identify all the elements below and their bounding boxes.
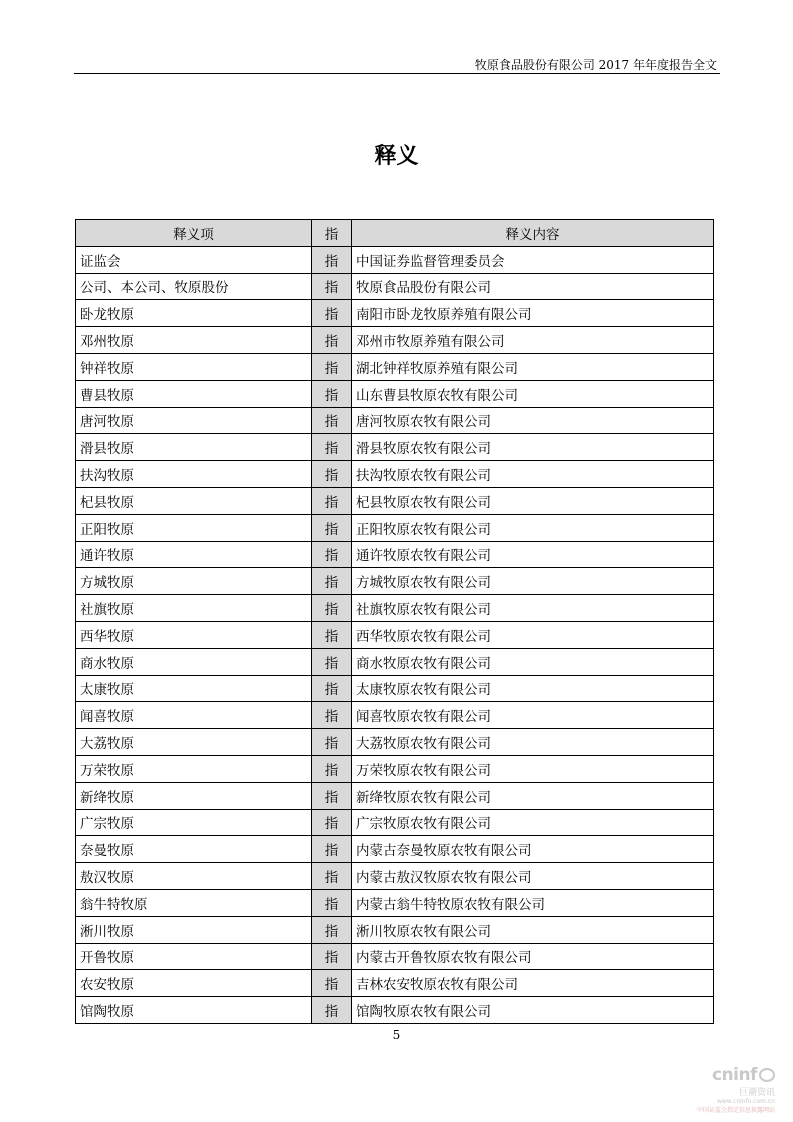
term-cell: 翁牛特牧原 xyxy=(76,889,312,916)
definition-cell: 唐河牧原农牧有限公司 xyxy=(352,407,714,434)
indicator-cell: 指 xyxy=(312,380,352,407)
term-cell: 商水牧原 xyxy=(76,648,312,675)
indicator-cell: 指 xyxy=(312,514,352,541)
term-cell: 西华牧原 xyxy=(76,621,312,648)
definition-cell: 吉林农安牧原农牧有限公司 xyxy=(352,970,714,997)
definition-cell: 牧原食品股份有限公司 xyxy=(352,273,714,300)
term-cell: 钟祥牧原 xyxy=(76,353,312,380)
term-cell: 馆陶牧原 xyxy=(76,997,312,1024)
term-cell: 曹县牧原 xyxy=(76,380,312,407)
definition-cell: 方城牧原农牧有限公司 xyxy=(352,568,714,595)
table-row xyxy=(76,782,714,809)
header-definition: 释义内容 xyxy=(352,220,714,247)
term-cell: 新绛牧原 xyxy=(76,782,312,809)
term-cell: 敖汉牧原 xyxy=(76,863,312,890)
table-row xyxy=(76,943,714,970)
definition-cell: 扶沟牧原农牧有限公司 xyxy=(352,461,714,488)
indicator-cell: 指 xyxy=(312,300,352,327)
indicator-cell: 指 xyxy=(312,353,352,380)
term-cell: 扶沟牧原 xyxy=(76,461,312,488)
definition-cell: 内蒙古敖汉牧原农牧有限公司 xyxy=(352,863,714,890)
watermark-subtitle: 中国证监会指定信息披露网站 xyxy=(696,1107,775,1114)
indicator-cell: 指 xyxy=(312,487,352,514)
term-cell: 邓州牧原 xyxy=(76,327,312,354)
definition-cell: 西华牧原农牧有限公司 xyxy=(352,621,714,648)
table-row xyxy=(76,568,714,595)
table-row xyxy=(76,353,714,380)
indicator-cell: 指 xyxy=(312,568,352,595)
table-row xyxy=(76,407,714,434)
indicator-cell: 指 xyxy=(312,541,352,568)
definition-cell: 大荔牧原农牧有限公司 xyxy=(352,729,714,756)
term-cell: 社旗牧原 xyxy=(76,595,312,622)
table-row xyxy=(76,916,714,943)
definition-cell: 太康牧原农牧有限公司 xyxy=(352,675,714,702)
indicator-cell: 指 xyxy=(312,809,352,836)
term-cell: 正阳牧原 xyxy=(76,514,312,541)
definition-cell: 山东曹县牧原农牧有限公司 xyxy=(352,380,714,407)
table-row xyxy=(76,702,714,729)
header-term: 释义项 xyxy=(76,220,312,247)
term-cell: 滑县牧原 xyxy=(76,434,312,461)
running-header: 牧原食品股份有限公司 2017 年年度报告全文 xyxy=(474,58,717,72)
definition-cell: 社旗牧原农牧有限公司 xyxy=(352,595,714,622)
definition-cell: 滑县牧原农牧有限公司 xyxy=(352,434,714,461)
table-row xyxy=(76,729,714,756)
term-cell: 唐河牧原 xyxy=(76,407,312,434)
definition-cell: 湖北钟祥牧原养殖有限公司 xyxy=(352,353,714,380)
page-title: 释义 xyxy=(374,144,419,169)
indicator-cell: 指 xyxy=(312,836,352,863)
watermark-url: www.cninfo.com.cn xyxy=(716,1098,775,1105)
table-row xyxy=(76,487,714,514)
table-header-row xyxy=(76,220,714,247)
definition-cell: 商水牧原农牧有限公司 xyxy=(352,648,714,675)
table-row xyxy=(76,675,714,702)
term-cell: 通许牧原 xyxy=(76,541,312,568)
table-row xyxy=(76,300,714,327)
table-row xyxy=(76,595,714,622)
swirl-icon xyxy=(759,1068,775,1082)
table-row xyxy=(76,889,714,916)
header-indicator: 指 xyxy=(312,220,352,247)
definitions-table xyxy=(75,219,714,1024)
watermark-logo: cninf xyxy=(683,1065,775,1085)
definition-cell: 万荣牧原农牧有限公司 xyxy=(352,755,714,782)
table-row xyxy=(76,541,714,568)
watermark-cn: 巨潮资讯 xyxy=(738,1088,775,1098)
table-row xyxy=(76,246,714,273)
term-cell: 方城牧原 xyxy=(76,568,312,595)
term-cell: 广宗牧原 xyxy=(76,809,312,836)
table-row xyxy=(76,434,714,461)
term-cell: 淅川牧原 xyxy=(76,916,312,943)
indicator-cell: 指 xyxy=(312,970,352,997)
definition-cell: 杞县牧原农牧有限公司 xyxy=(352,487,714,514)
table-row xyxy=(76,648,714,675)
indicator-cell: 指 xyxy=(312,782,352,809)
indicator-cell: 指 xyxy=(312,755,352,782)
indicator-cell: 指 xyxy=(312,648,352,675)
indicator-cell: 指 xyxy=(312,273,352,300)
definition-cell: 内蒙古奈曼牧原农牧有限公司 xyxy=(352,836,714,863)
indicator-cell: 指 xyxy=(312,621,352,648)
term-cell: 农安牧原 xyxy=(76,970,312,997)
term-cell: 大荔牧原 xyxy=(76,729,312,756)
table-row xyxy=(76,461,714,488)
term-cell: 开鲁牧原 xyxy=(76,943,312,970)
indicator-cell: 指 xyxy=(312,729,352,756)
definition-cell: 中国证券监督管理委员会 xyxy=(352,246,714,273)
indicator-cell: 指 xyxy=(312,863,352,890)
definition-cell: 广宗牧原农牧有限公司 xyxy=(352,809,714,836)
indicator-cell: 指 xyxy=(312,461,352,488)
definition-cell: 新绛牧原农牧有限公司 xyxy=(352,782,714,809)
term-cell: 奈曼牧原 xyxy=(76,836,312,863)
indicator-cell: 指 xyxy=(312,943,352,970)
term-cell: 杞县牧原 xyxy=(76,487,312,514)
term-cell: 太康牧原 xyxy=(76,675,312,702)
definition-cell: 邓州市牧原养殖有限公司 xyxy=(352,327,714,354)
definition-cell: 馆陶牧原农牧有限公司 xyxy=(352,997,714,1024)
table-row xyxy=(76,809,714,836)
definition-cell: 淅川牧原农牧有限公司 xyxy=(352,916,714,943)
table-row xyxy=(76,621,714,648)
table-row xyxy=(76,380,714,407)
definition-cell: 内蒙古翁牛特牧原农牧有限公司 xyxy=(352,889,714,916)
table-row xyxy=(76,863,714,890)
indicator-cell: 指 xyxy=(312,595,352,622)
indicator-cell: 指 xyxy=(312,246,352,273)
table-row xyxy=(76,997,714,1024)
header-divider xyxy=(74,73,720,74)
table-row xyxy=(76,970,714,997)
indicator-cell: 指 xyxy=(312,407,352,434)
table-row xyxy=(76,273,714,300)
indicator-cell: 指 xyxy=(312,889,352,916)
table-row xyxy=(76,327,714,354)
indicator-cell: 指 xyxy=(312,916,352,943)
indicator-cell: 指 xyxy=(312,434,352,461)
term-cell: 闻喜牧原 xyxy=(76,702,312,729)
definition-cell: 南阳市卧龙牧原养殖有限公司 xyxy=(352,300,714,327)
indicator-cell: 指 xyxy=(312,675,352,702)
definition-cell: 通许牧原农牧有限公司 xyxy=(352,541,714,568)
term-cell: 公司、本公司、牧原股份 xyxy=(76,273,312,300)
indicator-cell: 指 xyxy=(312,997,352,1024)
indicator-cell: 指 xyxy=(312,702,352,729)
term-cell: 万荣牧原 xyxy=(76,755,312,782)
page-number: 5 xyxy=(392,1028,401,1042)
definition-cell: 闻喜牧原农牧有限公司 xyxy=(352,702,714,729)
table-row xyxy=(76,755,714,782)
definition-cell: 内蒙古开鲁牧原农牧有限公司 xyxy=(352,943,714,970)
term-cell: 证监会 xyxy=(76,246,312,273)
term-cell: 卧龙牧原 xyxy=(76,300,312,327)
table-row xyxy=(76,514,714,541)
table-row xyxy=(76,836,714,863)
definition-cell: 正阳牧原农牧有限公司 xyxy=(352,514,714,541)
indicator-cell: 指 xyxy=(312,327,352,354)
cninfo-watermark xyxy=(683,1065,775,1114)
